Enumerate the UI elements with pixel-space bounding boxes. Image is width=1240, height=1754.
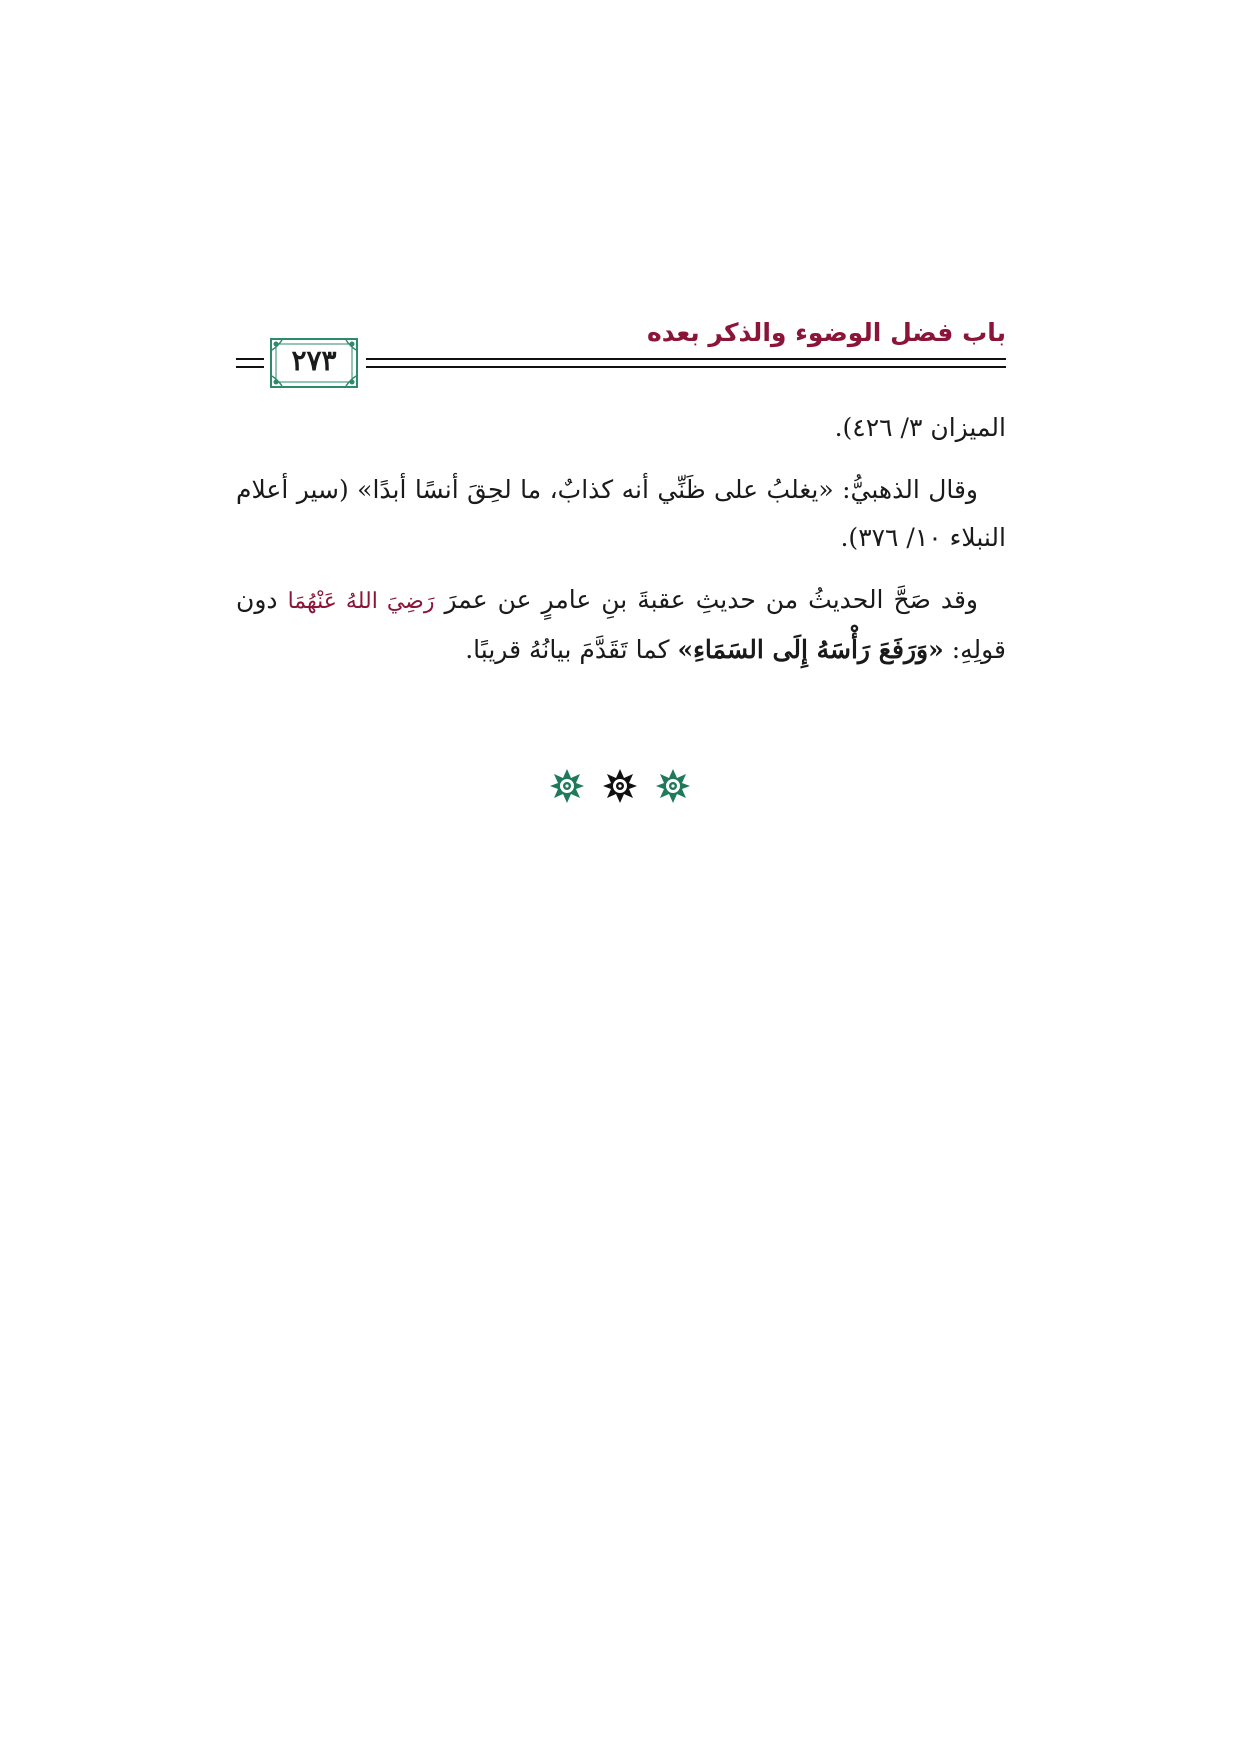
paragraph-dhahabi-quote: وقال الذهبيُّ: «يغلبُ على ظَنِّي أنه كذابٌ، ما لحِقَ أنسًا أبدًا» (سير أعلام النبلاء ١٠/ ٣٧٦). [236, 475, 1006, 552]
paragraph-citation-end: الميزان ٣/ ٤٢٦). [834, 413, 1006, 442]
quoted-phrase: «وَرَفَعَ رَأْسَهُ إِلَى السَمَاءِ» [677, 635, 944, 664]
header-rule-right [366, 358, 1006, 368]
section-divider [0, 768, 1240, 808]
hadith-text-cont: دون قولِهِ: [236, 585, 1006, 664]
flower-ornament-icon [602, 768, 638, 804]
hadith-text: وقد صَحَّ الحديثُ من حديثِ عقبةَ بنِ عامرٍ عن عمرَ [444, 585, 978, 614]
flower-ornament-icon [549, 768, 585, 804]
page-number-frame [270, 338, 358, 388]
running-header [236, 318, 1006, 390]
flower-ornament-icon [655, 768, 691, 804]
honorific-glyph: رَضِيَ اللهُ عَنْهُمَا [287, 589, 435, 614]
chapter-title: باب فضل الوضوء والذكر بعده [647, 318, 1006, 347]
header-rule-left [236, 358, 264, 368]
page-number: ٢٧٣ [291, 344, 337, 377]
page-body [236, 404, 1006, 688]
paragraph-hadith-note [236, 576, 1006, 674]
hadith-text-end: كما تَقَدَّمَ بيانُهُ قريبًا. [465, 635, 670, 664]
